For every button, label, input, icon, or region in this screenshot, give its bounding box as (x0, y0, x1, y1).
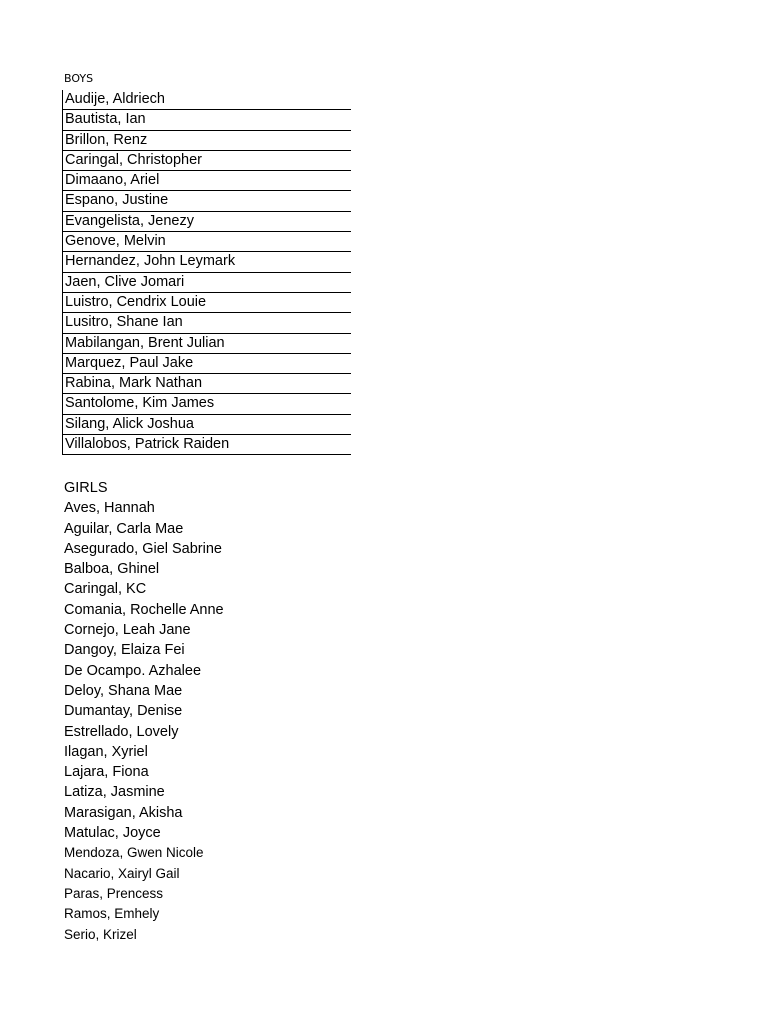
boys-table-row: Rabina, Mark Nathan (63, 374, 351, 394)
girls-list-item: Mendoza, Gwen Nicole (64, 845, 204, 861)
girls-list (64, 478, 364, 945)
girls-list-item: Comania, Rochelle Anne (64, 601, 224, 618)
girls-list-item: Dangoy, Elaiza Fei (64, 642, 185, 659)
boys-table-row: Caringal, Christopher (63, 151, 351, 171)
boys-table-row: Santolome, Kim James (63, 394, 351, 414)
girls-list-item: Ilagan, Xyriel (64, 743, 148, 760)
boys-table-row: Evangelista, Jenezy (63, 212, 351, 232)
girls-list-item: Aves, Hannah (64, 500, 155, 517)
boys-table-row: Lusitro, Shane Ian (63, 313, 351, 333)
girls-list-item: Marasigan, Akisha (64, 804, 183, 821)
boys-table-row: Bautista, Ian (63, 110, 351, 130)
boys-table-row: Espano, Justine (63, 191, 351, 211)
girls-heading: GIRLS (64, 480, 108, 496)
boys-heading: BOYS (64, 72, 94, 85)
boys-table (62, 90, 351, 455)
girls-list-item: De Ocampo. Azhalee (64, 662, 202, 679)
girls-list-item: Asegurado, Giel Sabrine (64, 540, 222, 557)
boys-table-row: Jaen, Clive Jomari (63, 273, 351, 293)
boys-table-row: Silang, Alick Joshua (63, 415, 351, 435)
boys-table-row: Marquez, Paul Jake (63, 354, 351, 374)
girls-list-item: Caringal, KC (64, 581, 147, 598)
girls-list-item: Deloy, Shana Mae (64, 682, 183, 699)
girls-list-item: Latiza, Jasmine (64, 784, 165, 801)
girls-list-item: Cornejo, Leah Jane (64, 622, 191, 639)
boys-table-row: Audije, Aldriech (63, 90, 351, 110)
boys-table-row: Dimaano, Ariel (63, 171, 351, 191)
girls-list-item: Balboa, Ghinel (64, 561, 160, 578)
girls-list-item: Dumantay, Denise (64, 703, 183, 720)
girls-list-item: Aguilar, Carla Mae (64, 520, 184, 537)
girls-list-item: Matulac, Joyce (64, 825, 161, 842)
girls-list-item: Estrellado, Lovely (64, 723, 179, 740)
girls-list-item: Nacario, Xairyl Gail (64, 865, 180, 881)
girls-list-item: Lajara, Fiona (64, 764, 149, 781)
boys-table-row: Mabilangan, Brent Julian (63, 334, 351, 354)
girls-list-item: Ramos, Emhely (64, 906, 160, 922)
girls-list-item: Paras, Prencess (64, 885, 164, 901)
boys-table-row: Hernandez, John Leymark (63, 252, 351, 272)
boys-table-row: Genove, Melvin (63, 232, 351, 252)
girls-list-item: Serio, Krizel (64, 926, 137, 942)
boys-table-row: Villalobos, Patrick Raiden (63, 435, 351, 455)
boys-table-row: Luistro, Cendrix Louie (63, 293, 351, 313)
boys-table-row: Brillon, Renz (63, 131, 351, 151)
